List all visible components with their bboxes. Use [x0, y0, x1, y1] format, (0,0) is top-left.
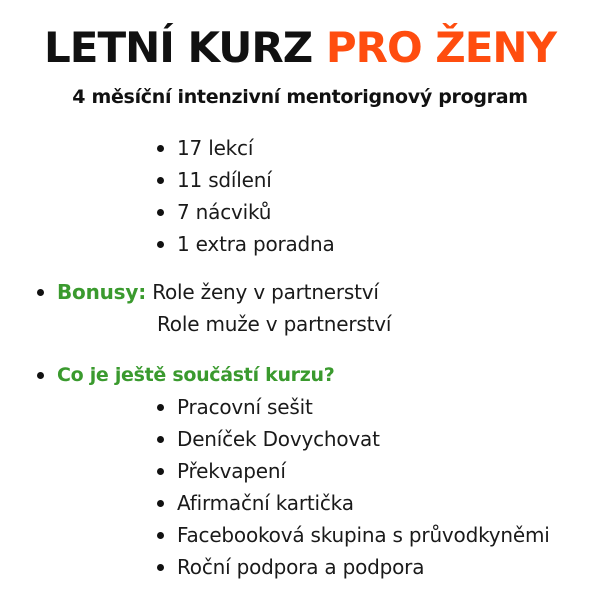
bullet-icon [157, 564, 164, 571]
list-item [177, 423, 550, 455]
feature-text: 1 extra poradna [177, 232, 335, 256]
bonus-item [57, 276, 379, 308]
bullet-icon [157, 145, 164, 152]
included-text: Roční podpora a podpora [177, 555, 425, 579]
list-item [177, 391, 550, 423]
bullet-icon [157, 436, 164, 443]
list-item [177, 196, 335, 228]
bonus-text: Role ženy v partnerství [152, 280, 379, 304]
included-text: Pracovní sešit [177, 395, 313, 419]
features-list [177, 132, 335, 260]
title-accent: PRO ŽENY [325, 23, 556, 72]
page-subtitle: 4 měsíční intenzivní mentorignový program [72, 86, 528, 108]
bonus-label: Bonusy: [57, 280, 147, 304]
bullet-icon [37, 372, 44, 379]
included-text: Překvapení [177, 459, 286, 483]
bullet-icon [157, 500, 164, 507]
bullet-icon [157, 209, 164, 216]
list-item [177, 132, 335, 164]
title-main: LETNÍ KURZ [43, 23, 313, 72]
list-item [177, 519, 550, 551]
included-heading [57, 359, 334, 391]
list-item [177, 164, 335, 196]
list-item [177, 228, 335, 260]
list-item [177, 487, 550, 519]
bonus-text-second: Role muže v partnerství [157, 312, 392, 336]
list-item [177, 455, 550, 487]
list-item [177, 551, 550, 583]
included-label: Co je ještě součástí kurzu? [57, 364, 335, 386]
included-text: Deníček Dovychovat [177, 427, 380, 451]
included-list [177, 391, 550, 583]
feature-text: 11 sdílení [177, 168, 272, 192]
included-text: Afirmační kartička [177, 491, 354, 515]
bullet-icon [157, 404, 164, 411]
bullet-icon [157, 532, 164, 539]
page-title [0, 22, 600, 74]
feature-text: 17 lekcí [177, 136, 254, 160]
bullet-icon [157, 468, 164, 475]
included-text: Facebooková skupina s průvodkyněmi [177, 523, 550, 547]
feature-text: 7 nácviků [177, 200, 272, 224]
bullet-icon [37, 289, 44, 296]
bullet-icon [157, 177, 164, 184]
bullet-icon [157, 241, 164, 248]
